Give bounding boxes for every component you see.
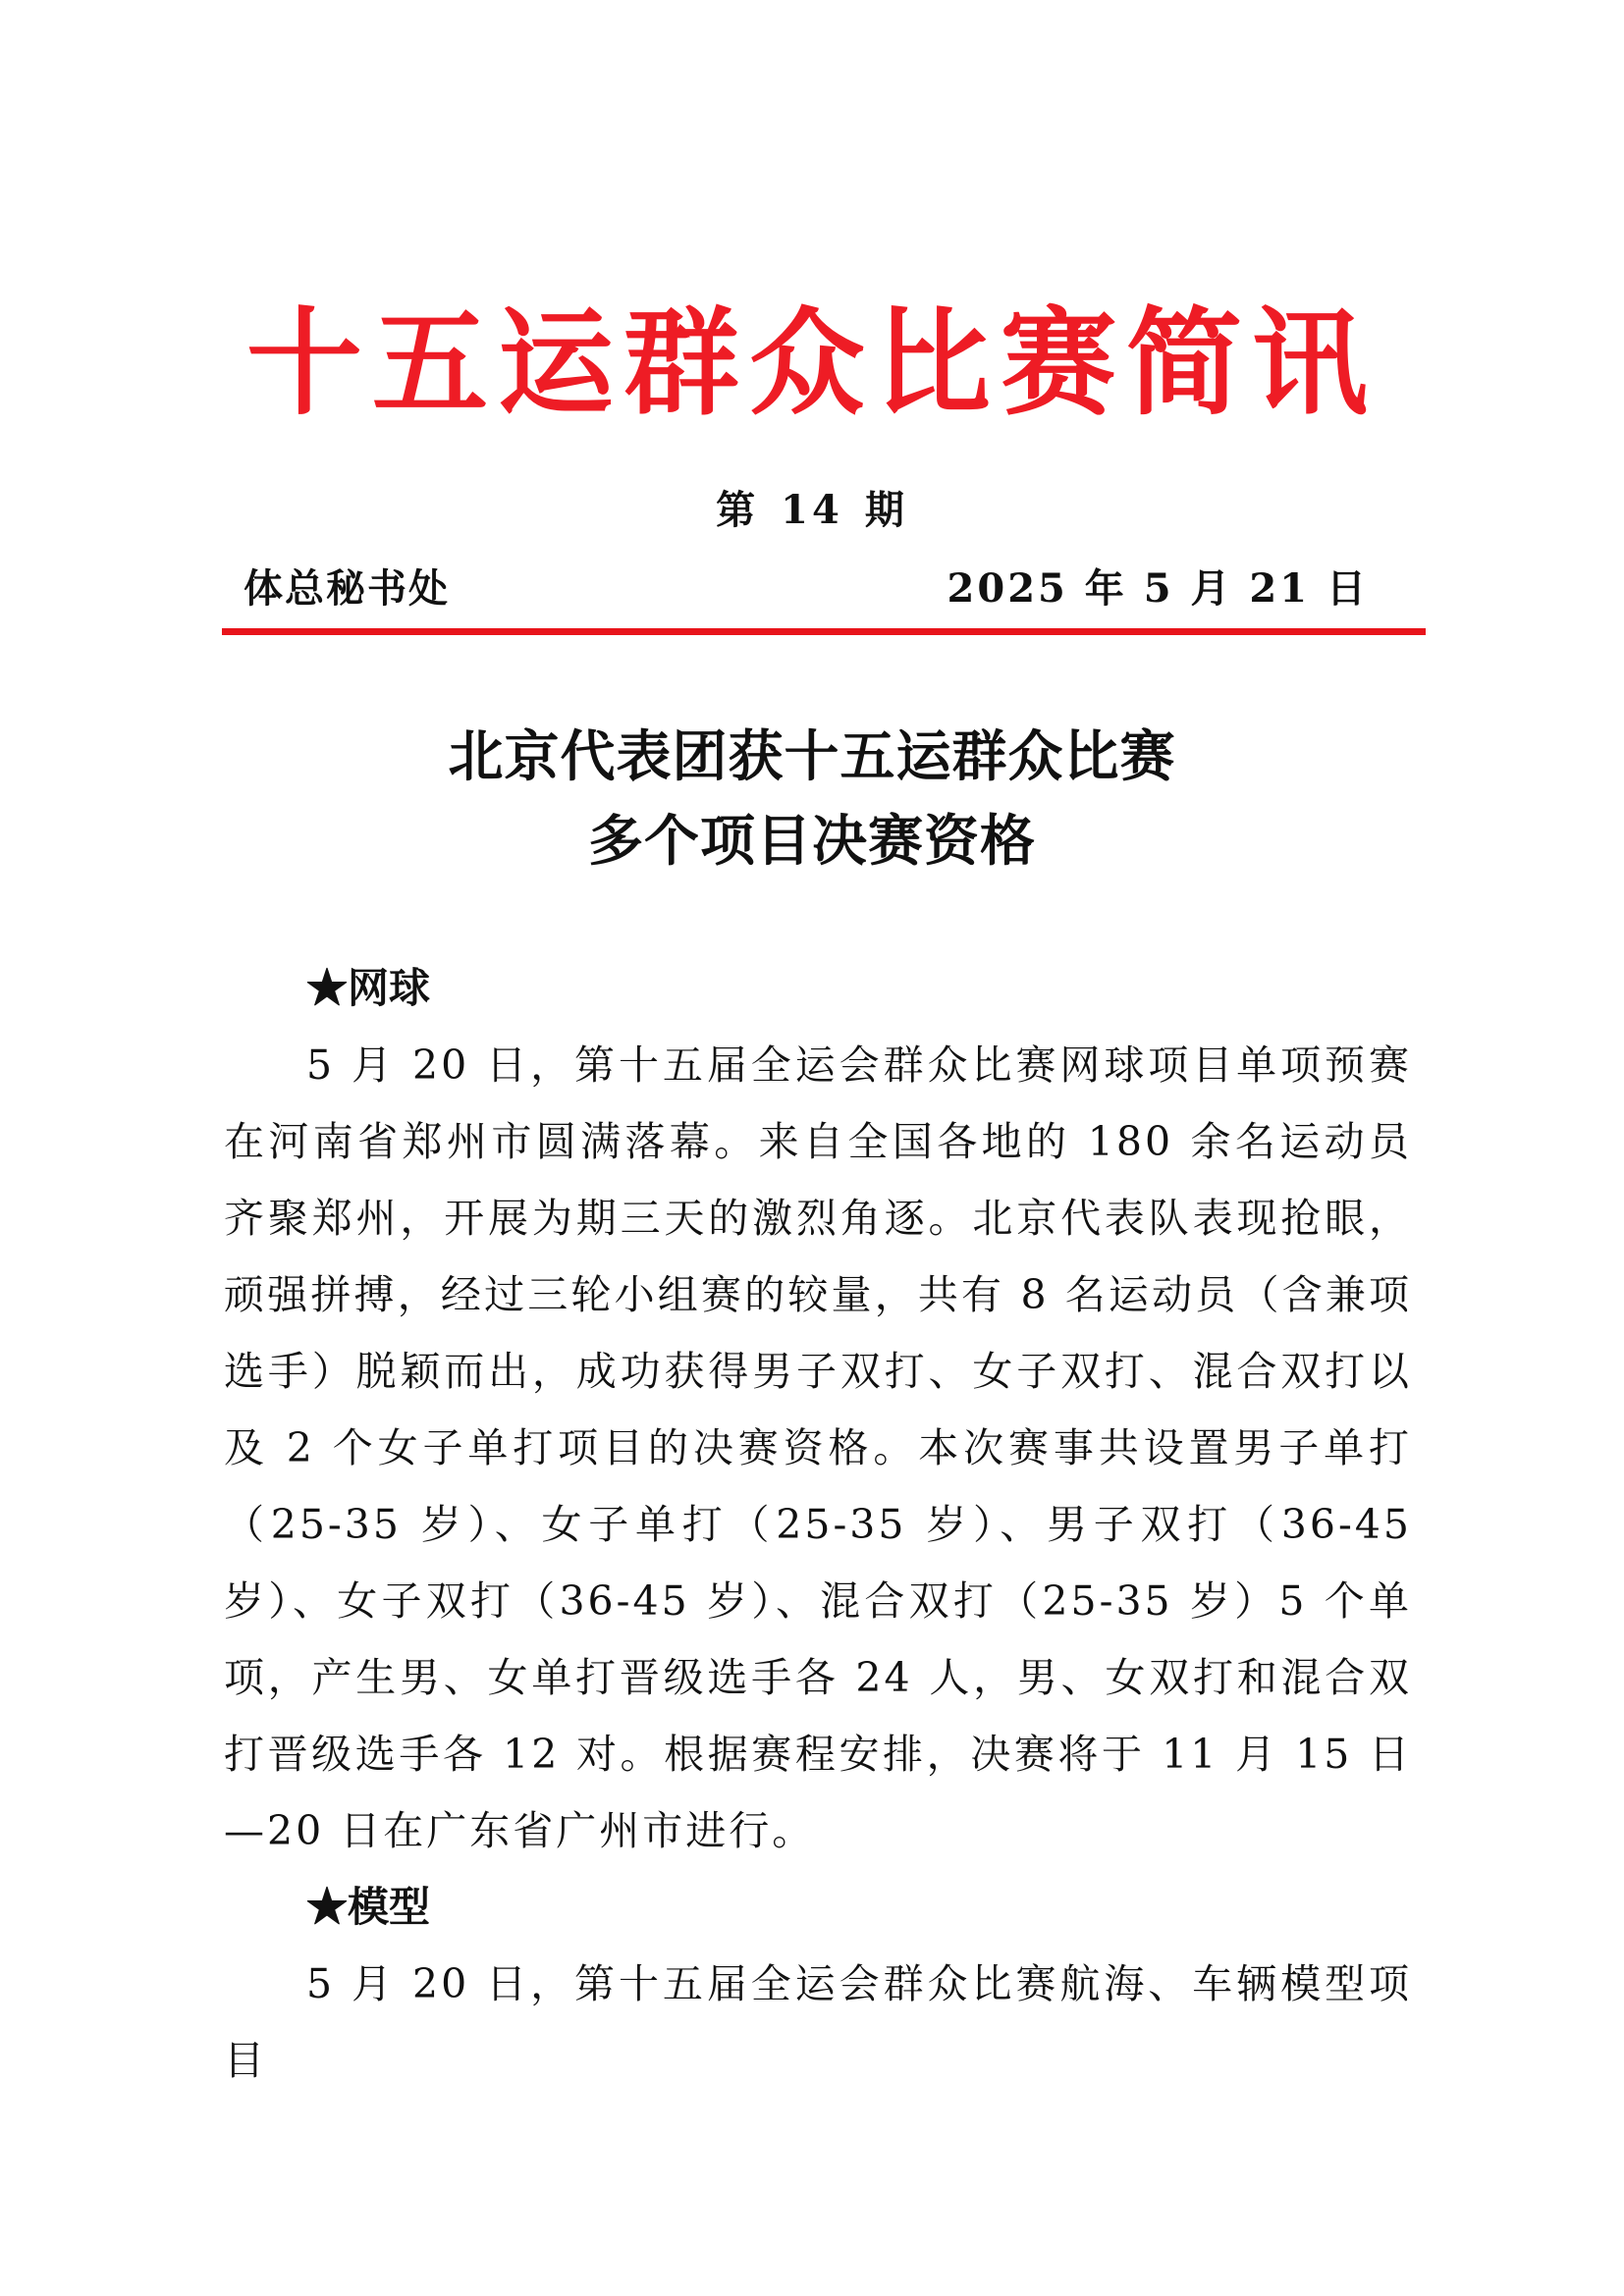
article-headline (0, 715, 1624, 883)
article-body (224, 950, 1412, 2099)
section-heading-models: ★模型 (306, 1883, 431, 1931)
headline-line-1: 北京代表团获十五运群众比赛 (448, 724, 1176, 789)
section-paragraph-models: 5 月 20 日，第十五届全运会群众比赛航海、车辆模型项目 (224, 1960, 1412, 2084)
issue-date: 2025 年 5 月 21 日 (947, 565, 1369, 612)
headline-line-2: 多个项目决赛资格 (588, 809, 1036, 874)
red-divider-rule (222, 628, 1426, 635)
issuer: 体总秘书处 (244, 565, 450, 612)
issue-prefix: 第 (716, 487, 760, 533)
issue-number-line (0, 483, 1624, 538)
section-paragraph-tennis: 5 月 20 日，第十五届全运会群众比赛网球项目单项预赛在河南省郑州市圆满落幕。来自全国各地的 180 余名运动员齐聚郑州，开展为期三天的激烈角逐。北京代表队表现抢眼，顽强拼搏，经过三轮小组赛的较量，共有 8 名运动员（含兼项选手）脱颖而出，成功获得男子双打、女子双打、混合双打以及 2 个女子单打项目的决赛资格。本次赛事共设置男子单打（25-35 岁）、女子单打（25-35 岁）、男子双打（36-45 岁）、女子双打（36-45 岁）、混合双打（25-35 岁）5 个单项，产生男、女单打晋级选手各 24 人，男、女双打和混合双打晋级选手各 12 对。根据赛程安排，决赛将于 11 月 15 日—20 日在广东省广州市进行。 (224, 1041, 1412, 1854)
masthead-title: 十五运群众比赛简讯 (245, 294, 1378, 431)
issue-number: 14 (781, 487, 843, 533)
section-heading-tennis: ★网球 (306, 964, 431, 1012)
issue-suffix: 期 (864, 487, 908, 533)
